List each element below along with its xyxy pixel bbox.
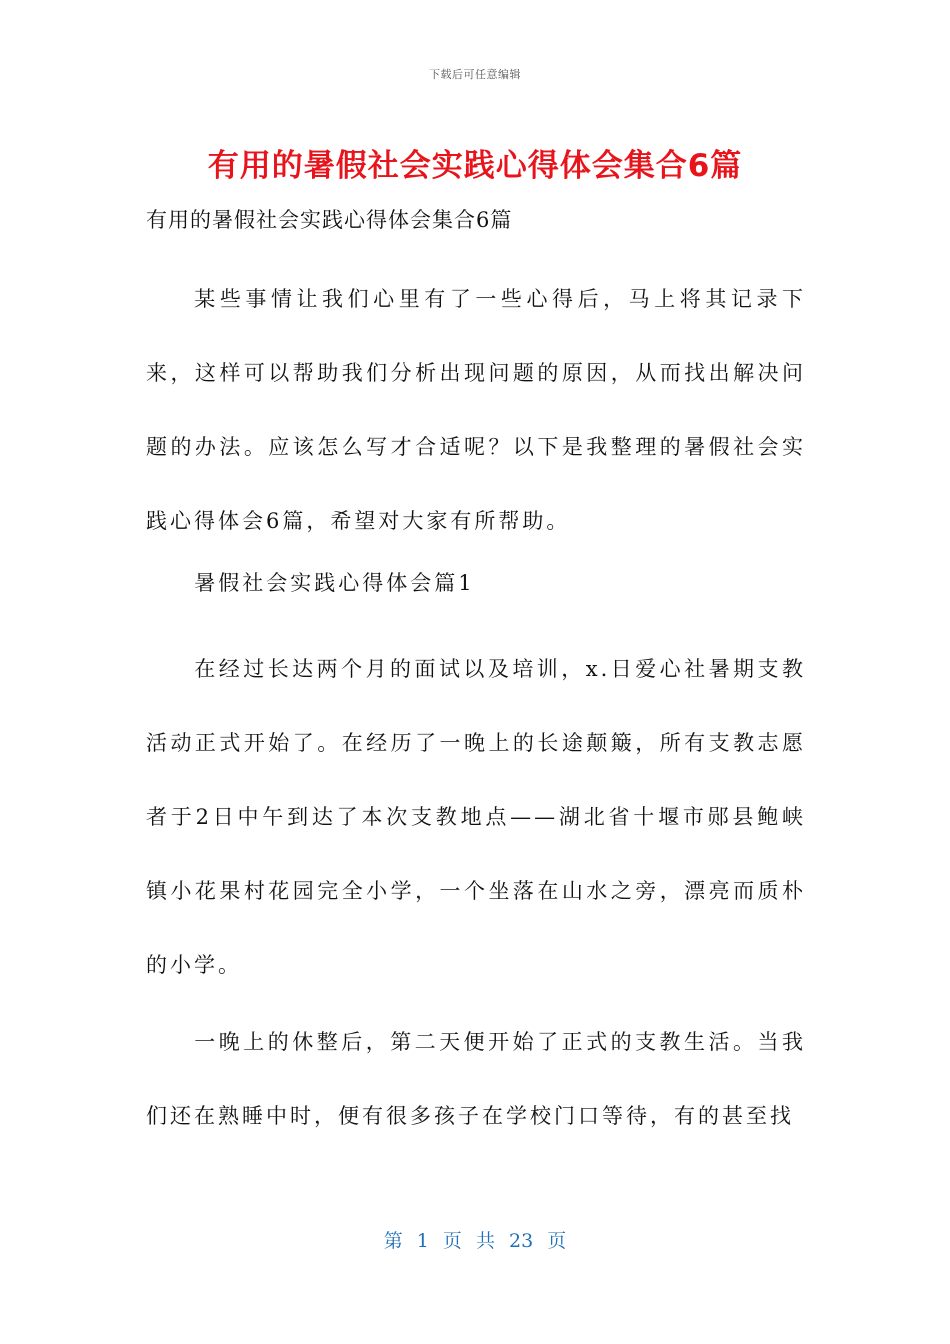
section-heading-block bbox=[146, 546, 806, 620]
paragraph-2-block bbox=[146, 1005, 806, 1153]
header-note: 下载后可任意编辑 bbox=[429, 68, 521, 81]
paragraph-2: 一晚上的休整后，第二天便开始了正式的支教生活。当我们还在熟睡中时，便有很多孩子在学校门口等待，有的甚至找 bbox=[146, 1030, 806, 1128]
document-title: 有用的暑假社会实践心得体会集合6篇 bbox=[207, 148, 743, 184]
paragraph-intro-block bbox=[146, 262, 806, 558]
document-subtitle: 有用的暑假社会实践心得体会集合6篇 bbox=[146, 208, 513, 232]
paragraph-1-block bbox=[146, 632, 806, 1002]
page-number-footer: 第 1 页 共 23 页 bbox=[383, 1230, 567, 1252]
paragraph-1: 在经过长达两个月的面试以及培训，x.日爱心社暑期支教活动正式开始了。在经历了一晚上的长途颠簸，所有支教志愿者于2日中午到达了本次支教地点——湖北省十堰市郧县鲍峡镇小花果村花园完全小学，一个坐落在山水之旁，漂亮而质朴的小学。 bbox=[146, 657, 806, 977]
section-heading: 暑假社会实践心得体会篇1 bbox=[194, 571, 475, 595]
paragraph-intro: 某些事情让我们心里有了一些心得后，马上将其记录下来，这样可以帮助我们分析出现问题的原因，从而找出解决问题的办法。应该怎么写才合适呢？以下是我整理的暑假社会实践心得体会6篇，希望对大家有所帮助。 bbox=[146, 287, 806, 533]
